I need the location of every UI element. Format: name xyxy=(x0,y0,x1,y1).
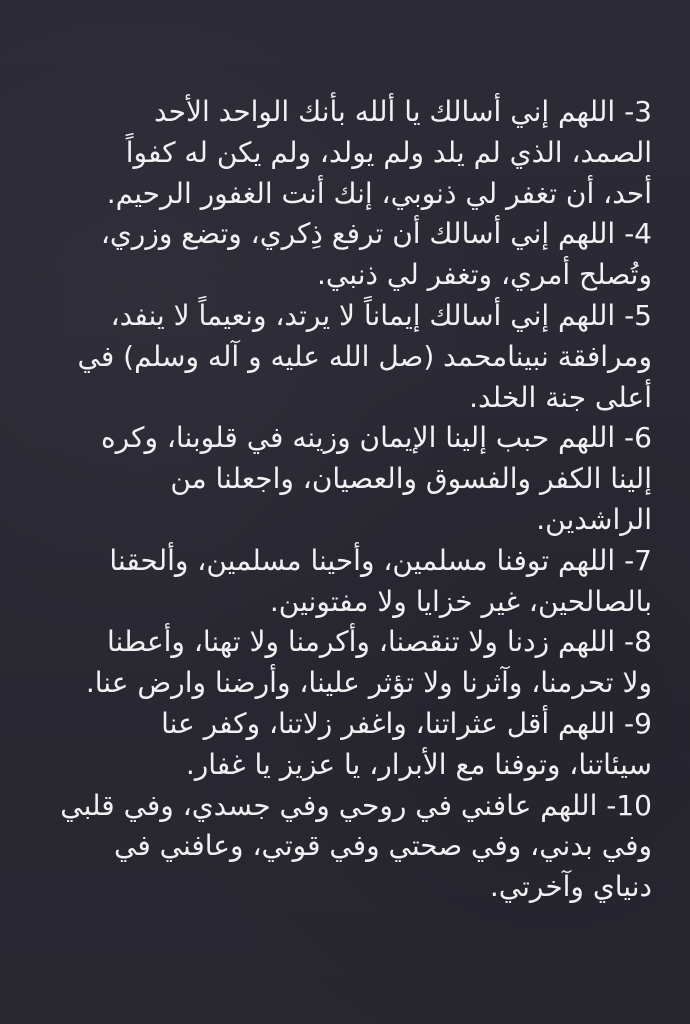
dua-line: 4- اللهم إني أسالك أن ترفع ذِكري، وتضع وزري، xyxy=(100,217,652,251)
dua-line: 5- اللهم إني أسالك إيماناً لا يرتد، ونعيماً لا ينفد، xyxy=(110,298,652,332)
dua-item-5 xyxy=(38,296,652,418)
dua-line: الراشدين. xyxy=(536,502,652,536)
dua-line: سيئاتنا، وتوفنا مع الأبرار، يا عزيز يا غفار. xyxy=(185,747,652,781)
dua-line: دنياي وآخرتي. xyxy=(489,870,652,904)
dua-line: وتُصلح أمري، وتغفر لي ذنبي. xyxy=(317,258,652,292)
dua-line: وفي بدني، وفي صحتي وفي قوتي، وعافني في xyxy=(113,829,652,863)
dua-line: بالصالحين، غير خزايا ولا مفتونين. xyxy=(269,584,652,618)
dua-item-3 xyxy=(38,92,652,214)
dua-line: الصمد، الذي لم يلد ولم يولد، ولم يكن له كفواً xyxy=(125,135,652,169)
dua-line: 10- اللهم عافني في روحي وفي جسدي، وفي قلبي xyxy=(60,788,652,822)
dua-line: أحد، أن تغفر لي ذنوبي، إنك أنت الغفور الرحيم. xyxy=(106,176,652,210)
dua-item-4 xyxy=(38,214,652,296)
dua-line: ومرافقة نبينامحمد (صل الله عليه و آله وسلم) في xyxy=(77,339,652,373)
dua-item-7 xyxy=(38,541,652,623)
dua-item-9 xyxy=(38,704,652,786)
dua-item-6 xyxy=(38,418,652,540)
dua-line: 6- اللهم حبب إلينا الإيمان وزينه في قلوبنا، وكره xyxy=(101,421,652,455)
dua-item-8 xyxy=(38,622,652,704)
dua-line: أعلى جنة الخلد. xyxy=(469,380,652,414)
dua-item-10 xyxy=(38,786,652,908)
dua-line: ولا تحرمنا، وآثرنا ولا تؤثر علينا، وأرضنا وارض عنا. xyxy=(85,666,652,700)
dua-line: 8- اللهم زدنا ولا تنقصنا، وأكرمنا ولا تهنا، وأعطنا xyxy=(107,625,652,659)
dua-line: 3- اللهم إني أسالك يا ألله بأنك الواحد الأحد xyxy=(153,95,652,128)
dua-line: 9- اللهم أقل عثراتنا، واغفر زلاتنا، وكفر عنا xyxy=(161,706,652,740)
dua-line: إلينا الكفر والفسوق والعصيان، واجعلنا من xyxy=(170,462,652,496)
dua-list xyxy=(38,92,652,908)
dua-line: 7- اللهم توفنا مسلمين، وأحينا مسلمين، وألحقنا xyxy=(109,543,652,577)
